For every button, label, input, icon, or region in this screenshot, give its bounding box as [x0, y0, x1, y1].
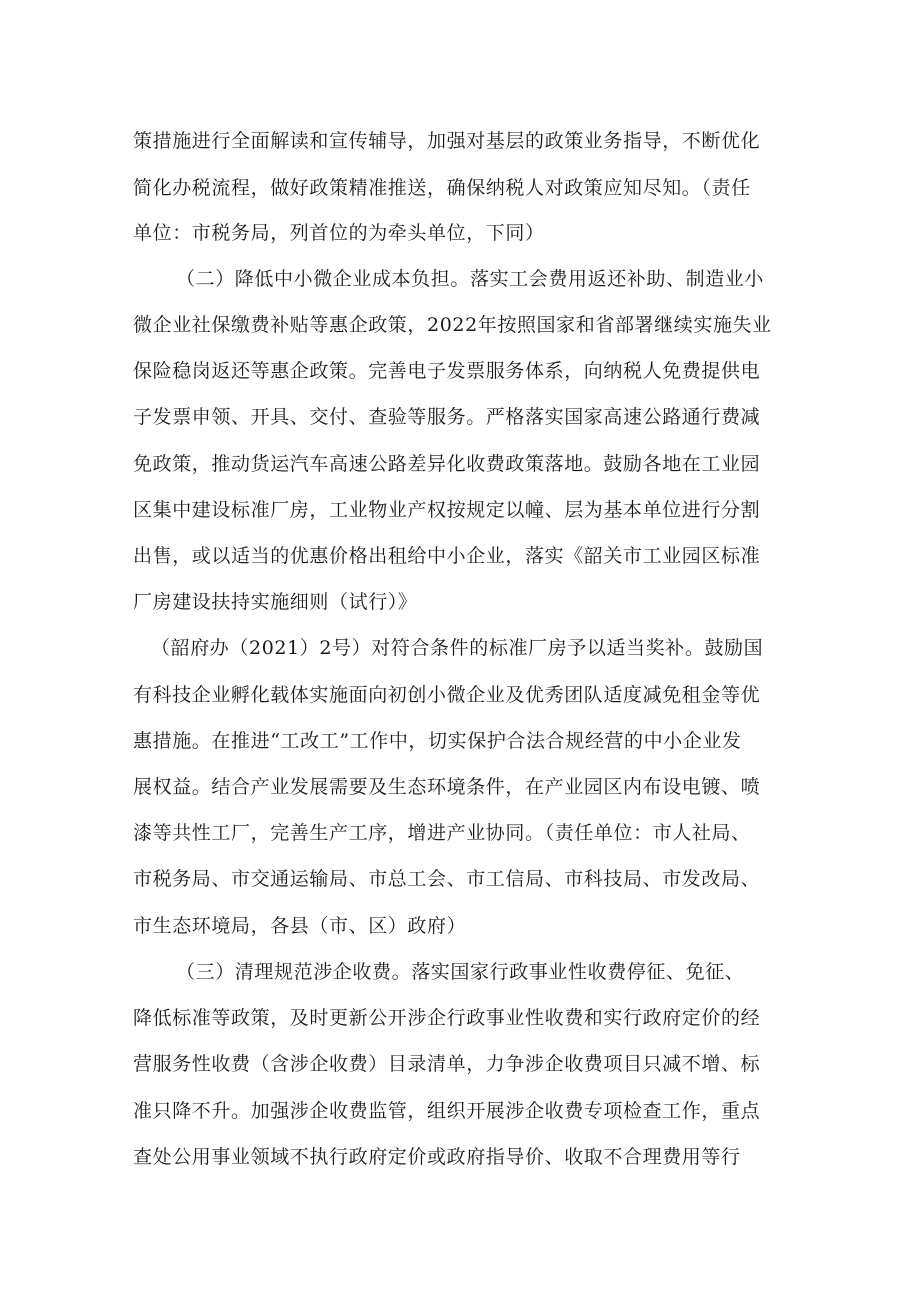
text-line: 区集中建设标准厂房，工业物业产权按规定以幢、层为基本单位进行分割: [133, 499, 761, 521]
text-line: 简化办税流程，做好政策精准推送，确保纳税人对政策应知尽知。（责任: [133, 177, 751, 199]
text-line: 查处公用事业领域不执行政府定价或政府指导价、收取不合理费用等行: [133, 1146, 741, 1168]
text-line: 出售，或以适当的优惠价格出租给中小企业，落实《韶关市工业园区标准: [133, 545, 761, 567]
text-line: 有科技企业孵化载体实施面向初创小微企业及优秀团队适度减免租金等优: [133, 684, 761, 706]
paragraph-heading-line: （二）降低中小微企业成本负担。落实工会费用返还补助、制造业小: [176, 268, 765, 290]
text-line: 策措施进行全面解读和宣传辅导，加强对基层的政策业务指导，不断优化: [133, 130, 761, 152]
text-line: 单位：市税务局，列首位的为牵头单位，下同）: [133, 222, 545, 244]
text-line: 市税务局、市交通运输局、市总工会、市工信局、市科技局、市发改局、: [133, 868, 761, 890]
text-line: （韶府办（2021）2号）对符合条件的标准厂房予以适当奖补。鼓励国: [151, 637, 764, 659]
text-line: 厂房建设扶持实施细则（试行）》: [133, 591, 418, 613]
text-line: 降低标准等政策，及时更新公开涉企行政事业性收费和实行政府定价的经: [133, 1007, 761, 1029]
text-line: 准只降不升。加强涉企收费监管，组织开展涉企收费专项检查工作，重点: [133, 1100, 761, 1122]
text-line: 免政策，推动货运汽车高速公路差异化收费政策落地。鼓励各地在工业园: [133, 453, 761, 475]
text-line: 微企业社保缴费补贴等惠企政策，2022年按照国家和省部署继续实施失业: [133, 314, 772, 336]
text-line: 展权益。结合产业发展需要及生态环境条件，在产业园区内布设电镀、喷: [133, 776, 761, 798]
text-line: 子发票申领、开具、交付、查验等服务。严格落实国家高速公路通行费减: [133, 406, 761, 428]
text-line: 营服务性收费（含涉企收费）目录清单，力争涉企收费项目只减不增、标: [133, 1053, 761, 1075]
text-line: 保险稳岗返还等惠企政策。完善电子发票服务体系，向纳税人免费提供电: [133, 360, 761, 382]
paragraph-heading-line: （三）清理规范涉企收费。落实国家行政事业性收费停征、免征、: [176, 961, 745, 983]
text-line: 惠措施。在推进“工改工”工作中，切实保护合法合规经营的中小企业发: [133, 730, 742, 752]
text-line: 市生态环境局，各县（市、区）政府）: [133, 915, 467, 937]
text-line: 漆等共性工厂，完善生产工序，增进产业协同。（责任单位：市人社局、: [133, 822, 751, 844]
